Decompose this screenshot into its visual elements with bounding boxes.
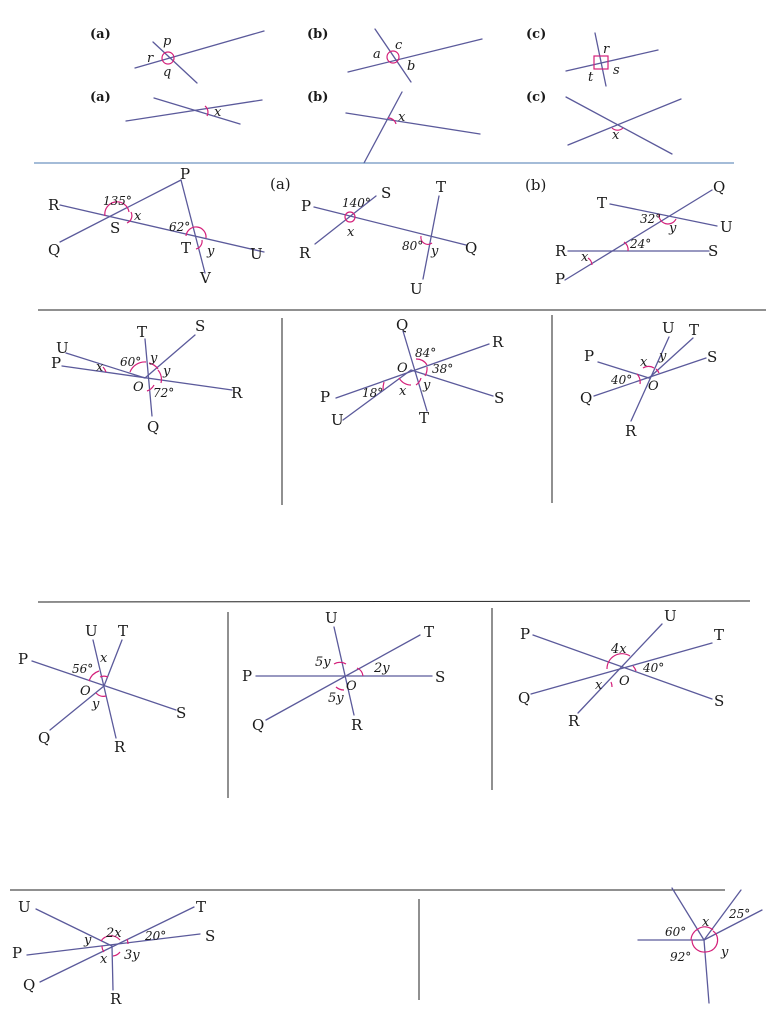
point-label: P (555, 270, 566, 288)
angle-value: 140° (342, 196, 371, 210)
line-RU (60, 205, 264, 252)
line (154, 98, 240, 124)
point-label: Q (580, 389, 593, 407)
angle-marker (713, 931, 716, 934)
expression-label: 3y (124, 948, 140, 963)
row5-figure-2 (242, 609, 445, 734)
point-label: U (18, 898, 31, 916)
point-label: T (118, 622, 129, 640)
angle-marker (691, 929, 698, 940)
angle-label: b (407, 59, 416, 74)
angle-marker (100, 676, 108, 677)
point-label: S (707, 348, 718, 366)
panel-label: (b) (307, 27, 329, 42)
point-label: U (664, 607, 677, 625)
line-PQ (314, 207, 466, 245)
angle-label: s (613, 63, 620, 78)
row1-figure-c (526, 27, 658, 86)
expression-label: 2x (106, 926, 122, 941)
point-label: T (436, 178, 447, 196)
point-label: Q (23, 976, 36, 994)
row4-figure-1 (51, 317, 243, 436)
angle-label: x (214, 105, 222, 120)
angle-value: 84° (415, 346, 437, 360)
separator (38, 601, 750, 602)
row2-figure-a (90, 90, 262, 124)
angle-marker (158, 370, 161, 383)
ray-UO (36, 909, 112, 946)
unknown-label: x (640, 355, 648, 370)
angle-value: 56° (72, 662, 94, 676)
point-label: T (419, 409, 430, 427)
angle-label: r (603, 42, 610, 57)
point-label: Q (396, 316, 409, 334)
expression-label: x (702, 915, 710, 930)
ray (704, 940, 709, 1003)
expression-label: 92° (670, 950, 692, 964)
line (364, 92, 402, 163)
unknown-label: y (92, 697, 100, 712)
point-label: S (195, 317, 206, 335)
expression-label: x (100, 952, 108, 967)
row2-figure-b (307, 90, 480, 163)
point-label: P (584, 347, 595, 365)
angle-label: t (588, 70, 594, 85)
point-label: O (397, 361, 408, 376)
panel-label: (b) (525, 176, 547, 194)
unknown-label: x (134, 209, 142, 224)
angle-label: q (163, 65, 172, 80)
angle-value: 80° (402, 239, 424, 253)
expression-label: 4x (611, 642, 627, 657)
point-label: Q (38, 729, 51, 747)
point-label: S (176, 704, 187, 722)
angle-label: a (373, 47, 381, 62)
angle-value: 32° (640, 212, 662, 226)
angle-marker (113, 952, 120, 956)
point-label: T (597, 194, 608, 212)
point-label: S (494, 389, 505, 407)
angle-value: 62° (169, 220, 191, 234)
angle-marker (611, 682, 612, 687)
point-label: U (250, 245, 263, 263)
angle-marker (334, 662, 346, 664)
unknown-label: x (581, 250, 589, 265)
angle-label: x (398, 110, 406, 125)
point-label: T (689, 321, 700, 339)
point-label: Q (518, 689, 531, 707)
angle-marker (388, 118, 396, 124)
unknown-label: x (100, 651, 108, 666)
expression-label: y (84, 933, 92, 948)
point-label: P (320, 388, 331, 406)
point-label: S (708, 242, 719, 260)
point-label: S (381, 184, 392, 202)
point-label: U (410, 280, 423, 298)
row2-figure-c (526, 90, 681, 154)
angle-value: 135° (103, 194, 132, 208)
row6-figure-1 (12, 898, 215, 1008)
angle-label: p (163, 34, 172, 49)
point-label: P (520, 625, 531, 643)
point-label: U (325, 609, 338, 627)
expression-label: 20° (145, 929, 167, 943)
angle-value: 40° (611, 373, 633, 387)
line (153, 42, 197, 83)
line (566, 97, 672, 154)
angle-value: 60° (120, 355, 142, 369)
unknown-label: x (96, 360, 104, 375)
unknown-label: y (150, 351, 158, 366)
point-label: Q (48, 241, 61, 259)
angle-value: 72° (153, 386, 175, 400)
unknown-label: y (431, 244, 439, 259)
point-label: O (648, 379, 659, 394)
unknown-label: y (207, 244, 215, 259)
row5-figure-3 (518, 607, 724, 730)
point-label: R (110, 990, 122, 1008)
expression-label: 60° (665, 925, 687, 939)
angle-label: r (147, 51, 154, 66)
point-label: O (346, 679, 357, 694)
point-label: R (625, 422, 637, 440)
point-label: R (492, 333, 504, 351)
point-label: U (56, 339, 69, 357)
point-label: P (180, 165, 191, 183)
point-label: P (51, 354, 62, 372)
angle-marker (336, 687, 344, 690)
point-label: O (133, 380, 144, 395)
expression-label: 5y (315, 655, 331, 670)
row3-triangle-figure (48, 165, 264, 287)
expression-label: 25° (729, 907, 751, 921)
panel-label: (c) (526, 27, 547, 42)
row1-figure-a (90, 27, 264, 83)
row1-figure-b (307, 27, 482, 82)
angle-value: 18° (362, 386, 384, 400)
point-label: T (181, 239, 192, 257)
line (346, 113, 480, 134)
angle-value: 38° (432, 362, 454, 376)
point-label: S (110, 219, 121, 237)
panel-label: (b) (307, 90, 329, 105)
angle-marker (96, 693, 106, 696)
line-PQ (565, 190, 712, 280)
expression-label: x (595, 678, 603, 693)
row6-figure-2 (638, 888, 762, 1003)
point-label: T (196, 898, 207, 916)
point-label: R (48, 196, 60, 214)
ray-OT (649, 338, 693, 378)
line (568, 99, 681, 145)
point-label: S (205, 927, 216, 945)
ray-QT (40, 907, 194, 982)
point-label: P (242, 667, 253, 685)
unknown-label: y (163, 364, 171, 379)
point-label: Q (252, 716, 265, 734)
angle-label: x (612, 128, 620, 143)
line (566, 50, 658, 71)
point-label: R (555, 242, 567, 260)
row4-figure-3 (580, 319, 717, 440)
point-label: U (720, 218, 733, 236)
unknown-label: x (347, 225, 355, 240)
point-label: P (301, 197, 312, 215)
expression-label: 40° (643, 661, 665, 675)
panel-label: (a) (90, 90, 111, 105)
point-label: S (435, 668, 446, 686)
line-QP (60, 180, 181, 242)
row3-figure-b (525, 176, 733, 288)
point-label: R (568, 712, 580, 730)
unknown-label: y (669, 221, 677, 236)
unknown-label: y (423, 378, 431, 393)
expression-label: 5y (328, 691, 344, 706)
point-label: O (619, 674, 630, 689)
point-label: Q (713, 178, 726, 196)
line (135, 31, 264, 68)
expression-label: 2y (374, 661, 390, 676)
point-label: T (424, 623, 435, 641)
row3-figure-a (270, 175, 477, 298)
point-label: Q (465, 239, 478, 257)
ray-QT (266, 635, 420, 720)
unknown-label: x (399, 384, 407, 399)
row4-figure-2 (320, 316, 504, 429)
ray-PR (62, 366, 232, 390)
row5-figure-1 (18, 622, 186, 756)
panel-label: (a) (270, 175, 291, 193)
point-label: P (18, 650, 29, 668)
ray-OR (112, 946, 113, 990)
angle-value: 24° (630, 237, 652, 251)
point-label: R (351, 716, 363, 734)
point-label: R (299, 244, 311, 262)
point-label: U (662, 319, 675, 337)
point-label: T (137, 323, 148, 341)
expression-label: y (721, 945, 729, 960)
point-label: S (714, 692, 725, 710)
point-label: T (714, 626, 725, 644)
panel-label: (c) (526, 90, 547, 105)
unknown-label: y (659, 349, 667, 364)
point-label: R (114, 738, 126, 756)
line (595, 33, 606, 86)
angle-label: c (395, 38, 403, 53)
point-label: Q (147, 418, 160, 436)
point-label: O (80, 684, 91, 699)
point-label: P (12, 944, 23, 962)
point-label: U (85, 622, 98, 640)
point-label: U (331, 411, 344, 429)
point-label: R (231, 384, 243, 402)
angle-marker (692, 940, 705, 952)
panel-label: (a) (90, 27, 111, 42)
point-label: V (200, 269, 211, 287)
